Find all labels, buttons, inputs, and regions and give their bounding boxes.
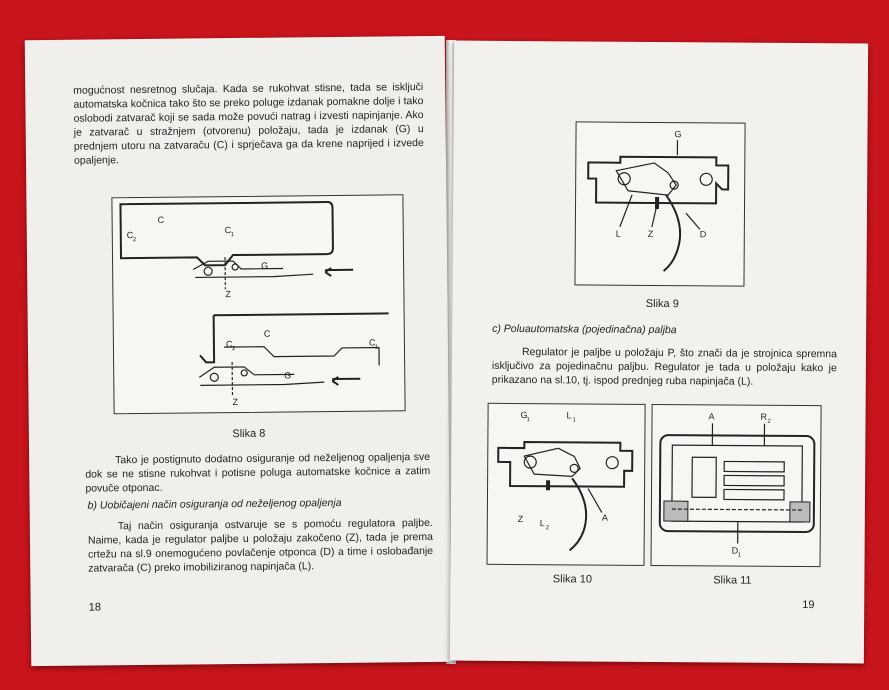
fig11-label-r2: R [760,411,768,422]
left-paragraph-3: Taj način osiguranja ostvaruje se s pomoću regulatora paljbe. Naime, kada je regulator paljbe u položaju zakočeno (Z), tada je prema crtežu na sl.9 onemogućeno povlačenje otponca (D) a time i oslobađanje zatvarača (C) preko imobiliziranog napinjača (L). [87,516,434,575]
fig8-label-c: C [157,214,165,225]
figure-10 [487,403,646,566]
fig9-label-g: G [674,129,682,140]
figure-11 [651,404,822,567]
fig8-label-c-bottom: C [263,328,271,339]
left-page-number: 18 [88,601,101,614]
fig10-label-l1-sub: 1 [572,417,576,424]
fig10-label-z: Z [517,514,524,525]
fig11-label-d1-sub: 1 [737,552,741,559]
fig10-label-a: A [601,512,608,523]
fig8-label-g-bottom: G [284,370,292,381]
fig8-label-c2-bottom-sub: 2 [231,346,236,353]
fig8-label-c2: C [126,230,134,241]
fig8-label-g-top: G [261,260,269,271]
fig9-label-z: Z [647,228,654,239]
figure-8 [111,194,405,414]
right-page [450,41,868,664]
figure-8-caption: Slika 8 [232,427,266,441]
left-paragraph-2: Tako je postignuto dodatno osiguranje od neželjenog opaljenja sve dok se ne stisne rukohvat i potisne poluga automatske kočnice a zatim povuče otponac. [85,450,431,495]
fig10-label-g1-sub: 1 [526,417,530,424]
figure-10-caption: Slika 10 [552,573,593,586]
fig8-label-z-bottom: Z [232,397,239,408]
fig8-label-c1: C [224,225,232,236]
figure-11-caption: Slika 11 [713,574,752,587]
section-c-heading: c) Poluautomatska (pojedinačna) paljba [492,322,677,337]
figure-9-caption: Slika 9 [645,297,679,311]
section-b-heading: b) Uobičajeni način osiguranja od neželjenog opaljenja [87,496,342,512]
fig10-label-l2: L [539,518,545,529]
fig10-label-l2-sub: 2 [545,525,550,532]
fig11-label-d1: D [731,545,739,556]
left-page [25,36,452,666]
fig8-label-c1-bottom: C [368,337,376,348]
fig11-label-a: A [708,411,715,422]
fig8-label-c2-sub: 2 [132,237,137,244]
fig10-label-l1: L [566,410,572,421]
fig8-label-c2-bottom: C [225,339,233,350]
fig10-label-g1: G [520,410,528,421]
right-page-number: 19 [802,599,815,612]
right-paragraph-1: Regulator je paljbe u položaju P, što znači da je strojnica spremna isključivo za pojedinačnu paljbu. Regulator je tada u položaju kako je prikazano na sl.10, tj. ispod prednjeg ruba napinjača (L). [491,346,838,388]
fig9-label-l: L [615,228,621,239]
fig8-label-z-top: Z [225,289,231,300]
left-paragraph-1: mogućnost nesretnog slučaja. Kada se rukohvat stisne, tada se isključi automatska kočnica tako što se preko poluge izdanak pomakne dolje i tako oslobodi zatvarač koji se sada može povući natrag i izvesti napinjanje. Ako je zatvarač u stražnjem (otvorenu) položaju, tada je izdanak (G) u prednjem utoru na zatvaraču (C) i sprječava ga da krene naprijed i izvede opaljenje. [73,81,424,167]
fig9-label-d: D [699,229,707,240]
fig8-label-c1-bottom-sub: 1 [374,344,379,351]
fig11-label-r2-sub: 2 [767,418,771,425]
figure-9 [574,121,745,286]
fig8-label-c1-sub: 1 [230,232,235,239]
